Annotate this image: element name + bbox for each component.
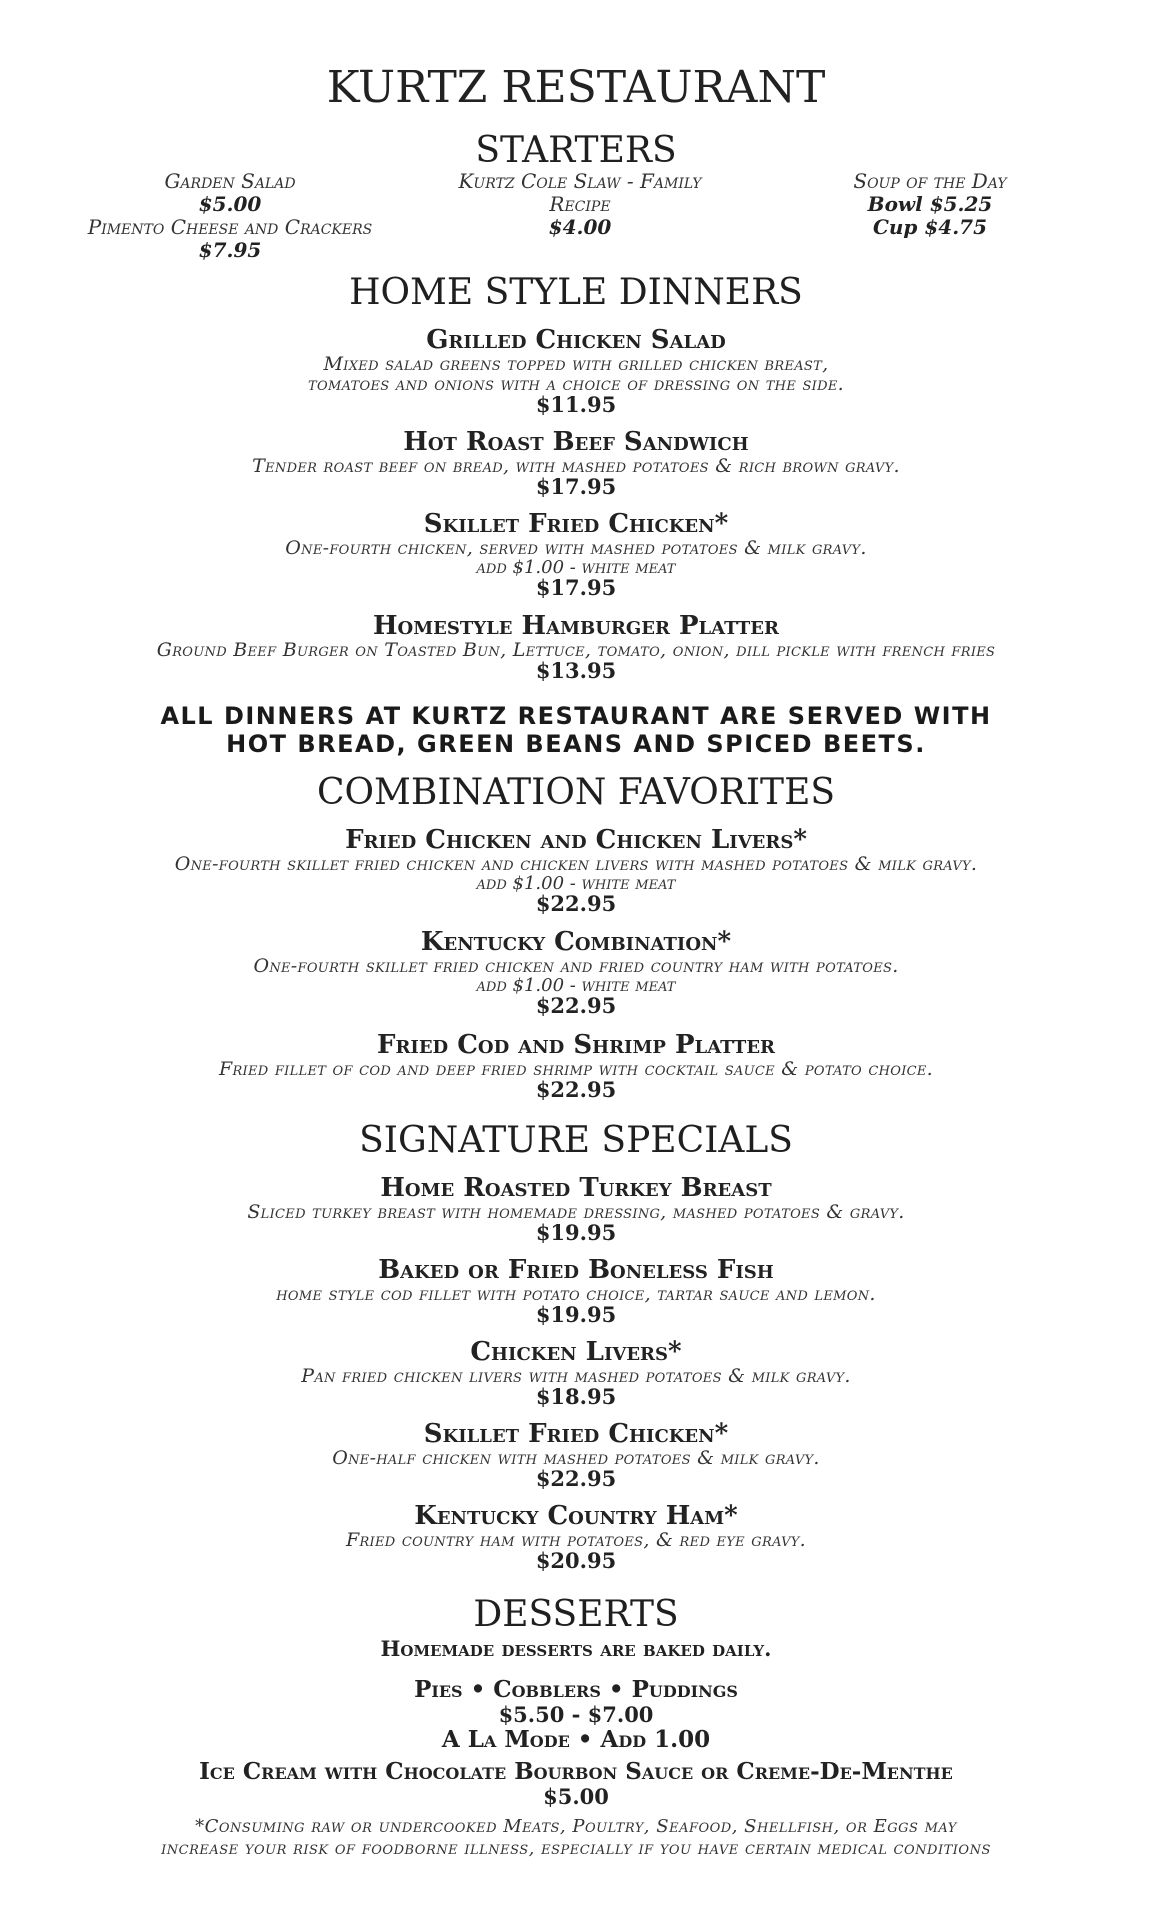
item-description: Ground Beef Burger on Toasted Bun, Lettuce, tomato, onion, dill pickle with french fries	[156, 639, 996, 661]
item-price: $11.95	[535, 392, 617, 417]
item-name: Skillet Fried Chicken*	[423, 509, 729, 539]
item-price: $5.00	[543, 1784, 609, 1809]
starter-price: $4.00	[548, 215, 612, 239]
desserts-title: DESSERTS	[473, 1594, 679, 1635]
item-name: Chicken Livers*	[470, 1337, 682, 1367]
menu-item	[0, 1031, 1152, 1101]
dinner-sides-notice	[0, 702, 1152, 758]
item-description: home style cod fillet with potato choice, tartar sauce and lemon.	[276, 1283, 876, 1305]
menu-item	[0, 1174, 1152, 1244]
menu-item	[0, 428, 1152, 498]
signature-title: SIGNATURE SPECIALS	[359, 1120, 793, 1161]
menu-item	[0, 826, 1152, 915]
menu-item	[0, 928, 1152, 1017]
item-price: $22.95	[535, 1077, 617, 1102]
item-price: $20.95	[535, 1548, 617, 1573]
item-description: One-half chicken with mashed potatoes & milk gravy.	[332, 1447, 820, 1469]
starter-name: Kurtz Cole Slaw - Family	[458, 169, 702, 193]
item-note: add $1.00 - white meat	[476, 873, 676, 894]
a-la-mode-option: A La Mode • Add 1.00	[441, 1726, 711, 1753]
starter-name-continued: Recipe	[549, 192, 611, 216]
item-price: $22.95	[535, 891, 617, 916]
item-name: Homestyle Hamburger Platter	[372, 611, 779, 641]
item-name: Home Roasted Turkey Breast	[380, 1173, 772, 1203]
starters-column-right	[760, 170, 1100, 239]
menu-item	[0, 1502, 1152, 1572]
item-price: $22.95	[535, 1466, 617, 1491]
item-name: Fried Chicken and Chicken Livers*	[345, 825, 807, 855]
item-note: add $1.00 - white meat	[476, 975, 676, 996]
item-description: Sliced turkey breast with homemade dressing, mashed potatoes & gravy.	[247, 1201, 905, 1223]
starter-price: $5.00	[198, 192, 262, 216]
item-description: One-fourth skillet fried chicken and fried country ham with potatoes.	[253, 955, 899, 977]
starter-price-bowl: Bowl $5.25	[867, 192, 993, 216]
disclaimer-line: increase your risk of foodborne illness, especially if you have certain medical conditions	[161, 1838, 991, 1859]
disclaimer-line: *Consuming raw or undercooked Meats, Poultry, Seafood, Shellfish, or Eggs may	[195, 1816, 957, 1837]
item-description: Pan fried chicken livers with mashed potatoes & milk gravy.	[301, 1365, 851, 1387]
item-price: $22.95	[535, 993, 617, 1018]
menu-item	[0, 1420, 1152, 1490]
starter-name: Pimento Cheese and Crackers	[87, 215, 373, 239]
item-description: tomatoes and onions with a choice of dressing on the side.	[308, 373, 844, 395]
item-price: $5.50 - $7.00	[498, 1702, 654, 1727]
item-name: Ice Cream with Chocolate Bourbon Sauce or Creme-De-Menthe	[199, 1758, 953, 1785]
dessert-pies	[0, 1676, 1152, 1754]
menu-item	[0, 1256, 1152, 1326]
item-name: Kentucky Country Ham*	[414, 1501, 738, 1531]
item-name: Fried Cod and Shrimp Platter	[376, 1030, 776, 1060]
item-description: One-fourth skillet fried chicken and chicken livers with mashed potatoes & milk gravy.	[174, 853, 978, 875]
notice-line: HOT BREAD, GREEN BEANS AND SPICED BEETS.	[226, 730, 926, 758]
item-name: Grilled Chicken Salad	[426, 325, 726, 355]
starter-name: Garden Salad	[164, 169, 296, 193]
item-name: Skillet Fried Chicken*	[423, 1419, 729, 1449]
item-price: $19.95	[535, 1302, 617, 1327]
menu-item	[0, 326, 1152, 416]
starters-column-center	[400, 170, 760, 239]
menu-item	[0, 510, 1152, 599]
desserts-subtitle: Homemade desserts are baked daily.	[380, 1636, 772, 1661]
item-description: Fried country ham with potatoes, & red eye gravy.	[345, 1529, 807, 1551]
item-description: Tender roast beef on bread, with mashed potatoes & rich brown gravy.	[252, 455, 900, 477]
starters-column-left	[40, 170, 420, 262]
item-price: $17.95	[535, 474, 617, 499]
menu-item	[0, 1338, 1152, 1408]
starters-row	[0, 170, 1152, 270]
item-description: Fried fillet of cod and deep fried shrimp with cocktail sauce & potato choice.	[218, 1058, 934, 1080]
notice-line: ALL DINNERS AT KURTZ RESTAURANT ARE SERVED WITH	[160, 702, 992, 730]
menu-item	[0, 612, 1152, 682]
starter-name: Soup of the Day	[853, 169, 1007, 193]
item-price: $19.95	[535, 1220, 617, 1245]
item-note: add $1.00 - white meat	[476, 557, 676, 578]
item-description: One-fourth chicken, served with mashed potatoes & milk gravy.	[285, 537, 867, 559]
item-name: Hot Roast Beef Sandwich	[403, 427, 749, 457]
item-price: $13.95	[535, 658, 617, 683]
home-style-title: HOME STYLE DINNERS	[349, 272, 803, 313]
restaurant-title: KURTZ RESTAURANT	[326, 62, 826, 113]
item-name: Pies • Cobblers • Puddings	[414, 1676, 738, 1703]
starter-price-cup: Cup $4.75	[872, 215, 988, 239]
item-name: Kentucky Combination*	[420, 927, 732, 957]
starters-title: STARTERS	[475, 130, 677, 171]
dessert-ice-cream	[0, 1758, 1152, 1808]
item-price: $17.95	[535, 575, 617, 600]
combination-title: COMBINATION FAVORITES	[316, 772, 836, 813]
starter-price: $7.95	[198, 238, 262, 262]
item-name: Baked or Fried Boneless Fish	[378, 1255, 774, 1285]
item-price: $18.95	[535, 1384, 617, 1409]
item-description: Mixed salad greens topped with grilled chicken breast,	[323, 353, 829, 375]
health-disclaimer	[0, 1816, 1152, 1860]
